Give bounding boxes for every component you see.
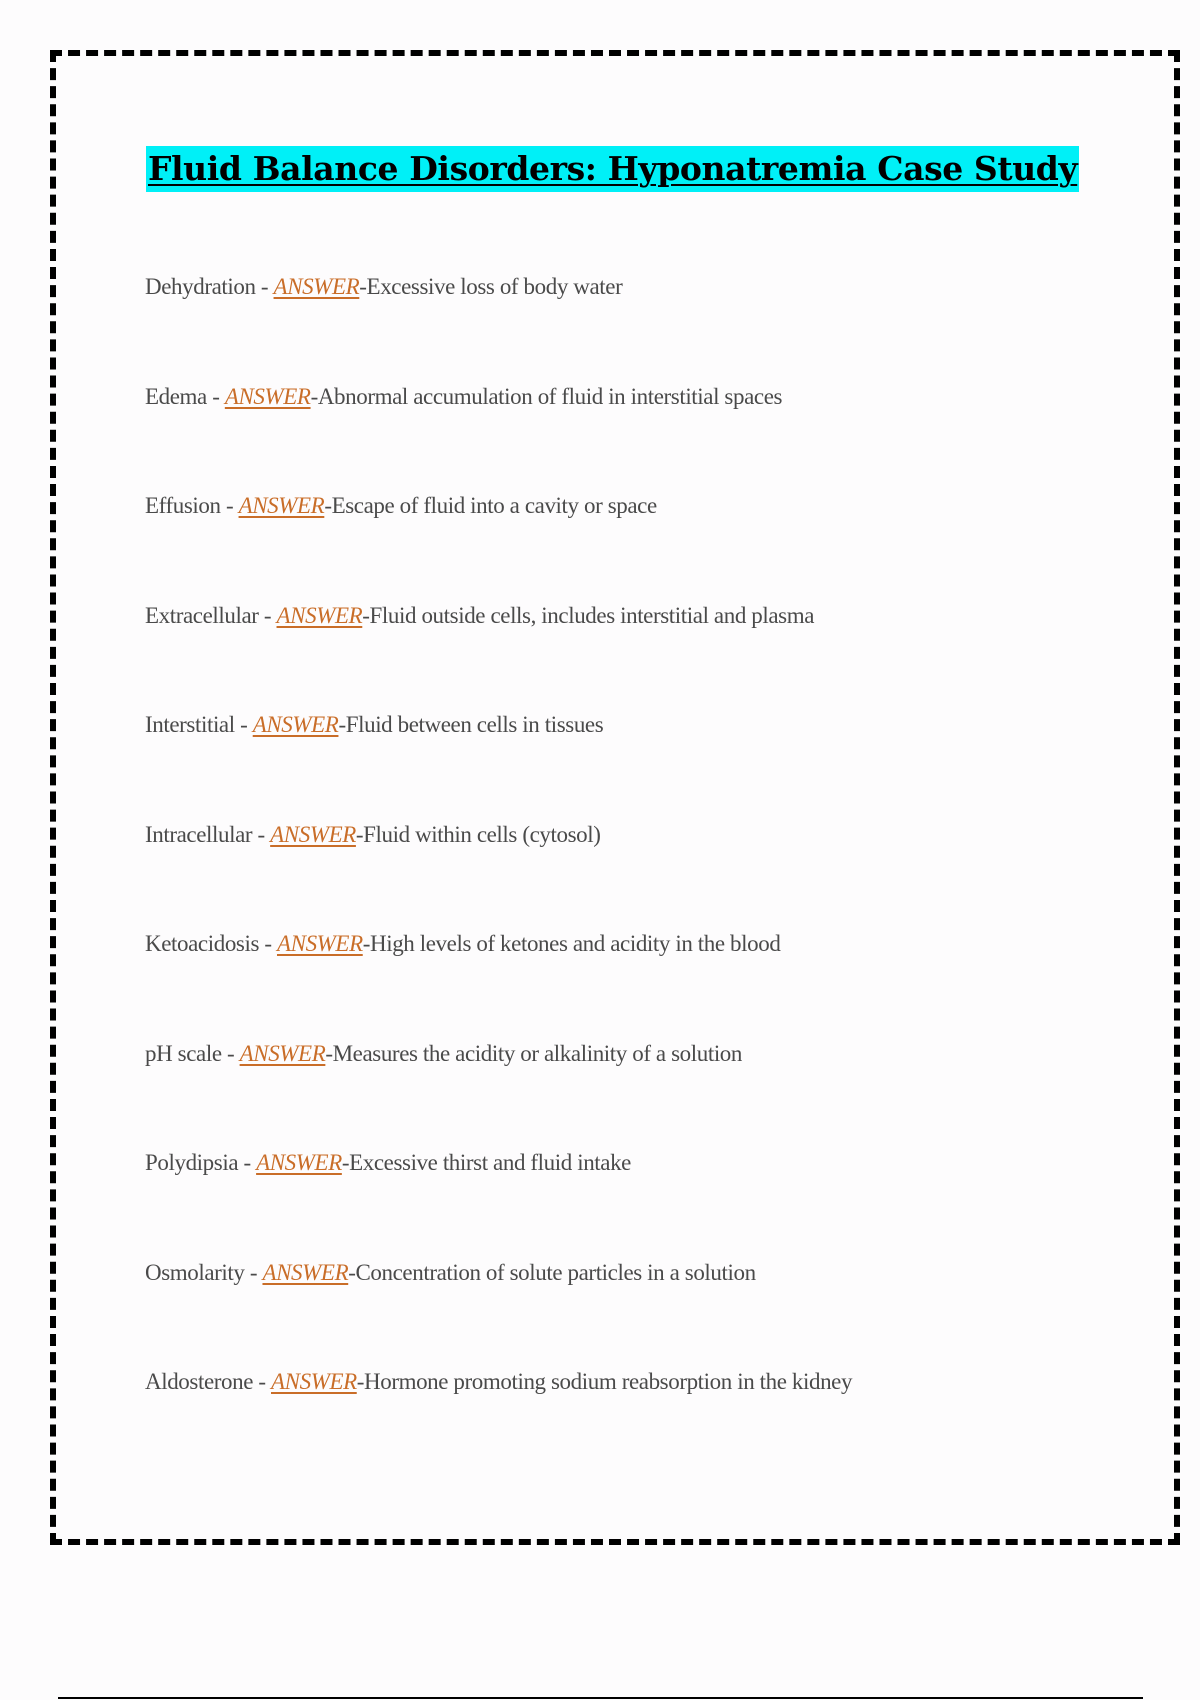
answer-label: ANSWER	[276, 931, 363, 956]
term-separator: -	[259, 931, 277, 956]
list-item	[145, 270, 852, 380]
term-separator: -	[234, 712, 253, 737]
definition: -Measures the acidity or alkalinity of a solution	[325, 1040, 743, 1066]
answer-label: ANSWER	[224, 383, 311, 409]
term: Effusion	[145, 493, 221, 518]
list-item	[145, 1365, 852, 1475]
term: Extracellular	[145, 602, 259, 628]
list-item	[145, 1256, 852, 1366]
list-item	[145, 818, 852, 928]
answer-label: ANSWER	[273, 274, 360, 299]
term-separator: -	[253, 1369, 271, 1394]
term: Polydipsia	[145, 1150, 239, 1175]
term: Osmolarity	[145, 1259, 245, 1285]
list-item	[145, 1146, 852, 1256]
term-separator: -	[258, 602, 277, 628]
answer-label: ANSWER	[262, 1259, 349, 1285]
list-item	[145, 1037, 852, 1147]
term-separator: -	[221, 1040, 240, 1066]
list-item	[145, 708, 852, 818]
list-item	[145, 599, 852, 709]
answer-label: ANSWER	[270, 821, 356, 847]
definition: -Concentration of solute particles in a solution	[348, 1259, 756, 1285]
answer-label: ANSWER	[238, 493, 325, 518]
term-separator: -	[252, 821, 271, 847]
term-separator: -	[220, 493, 239, 518]
term: Aldosterone	[145, 1369, 254, 1394]
document-title: Fluid Balance Disorders: Hyponatremia Case Study	[146, 146, 1079, 192]
definition: -High levels of ketones and acidity in the blood	[362, 931, 781, 956]
definition: -Fluid between cells in tissues	[338, 712, 604, 737]
term: Interstitial	[145, 712, 235, 737]
definition: -Fluid outside cells, includes interstitial and plasma	[362, 602, 815, 628]
term: Intracellular	[145, 821, 253, 847]
definition: -Escape of fluid into a cavity or space	[324, 493, 657, 518]
term: Ketoacidosis	[145, 931, 260, 956]
answer-label: ANSWER	[256, 1150, 342, 1175]
term: Edema	[145, 383, 207, 409]
answer-label: ANSWER	[271, 1369, 357, 1394]
answer-label: ANSWER	[252, 712, 339, 737]
definition: -Excessive thirst and fluid intake	[341, 1150, 631, 1175]
definition: -Fluid within cells (cytosol)	[355, 821, 601, 847]
term-separator: -	[206, 383, 225, 409]
list-item	[145, 380, 852, 490]
definition: -Abnormal accumulation of fluid in interstitial spaces	[310, 383, 783, 409]
term-separator: -	[238, 1150, 257, 1175]
term: Dehydration	[145, 274, 256, 299]
answer-label: ANSWER	[276, 602, 363, 628]
definition: -Excessive loss of body water	[359, 274, 623, 299]
list-item	[145, 927, 852, 1037]
definition: -Hormone promoting sodium reabsorption in the kidney	[356, 1369, 853, 1394]
term-definition-list	[145, 270, 852, 1475]
term-separator: -	[255, 274, 274, 299]
answer-label: ANSWER	[239, 1040, 326, 1066]
list-item	[145, 489, 852, 599]
footer-divider	[58, 1697, 1143, 1699]
term: pH scale	[145, 1040, 222, 1066]
term-separator: -	[244, 1259, 263, 1285]
